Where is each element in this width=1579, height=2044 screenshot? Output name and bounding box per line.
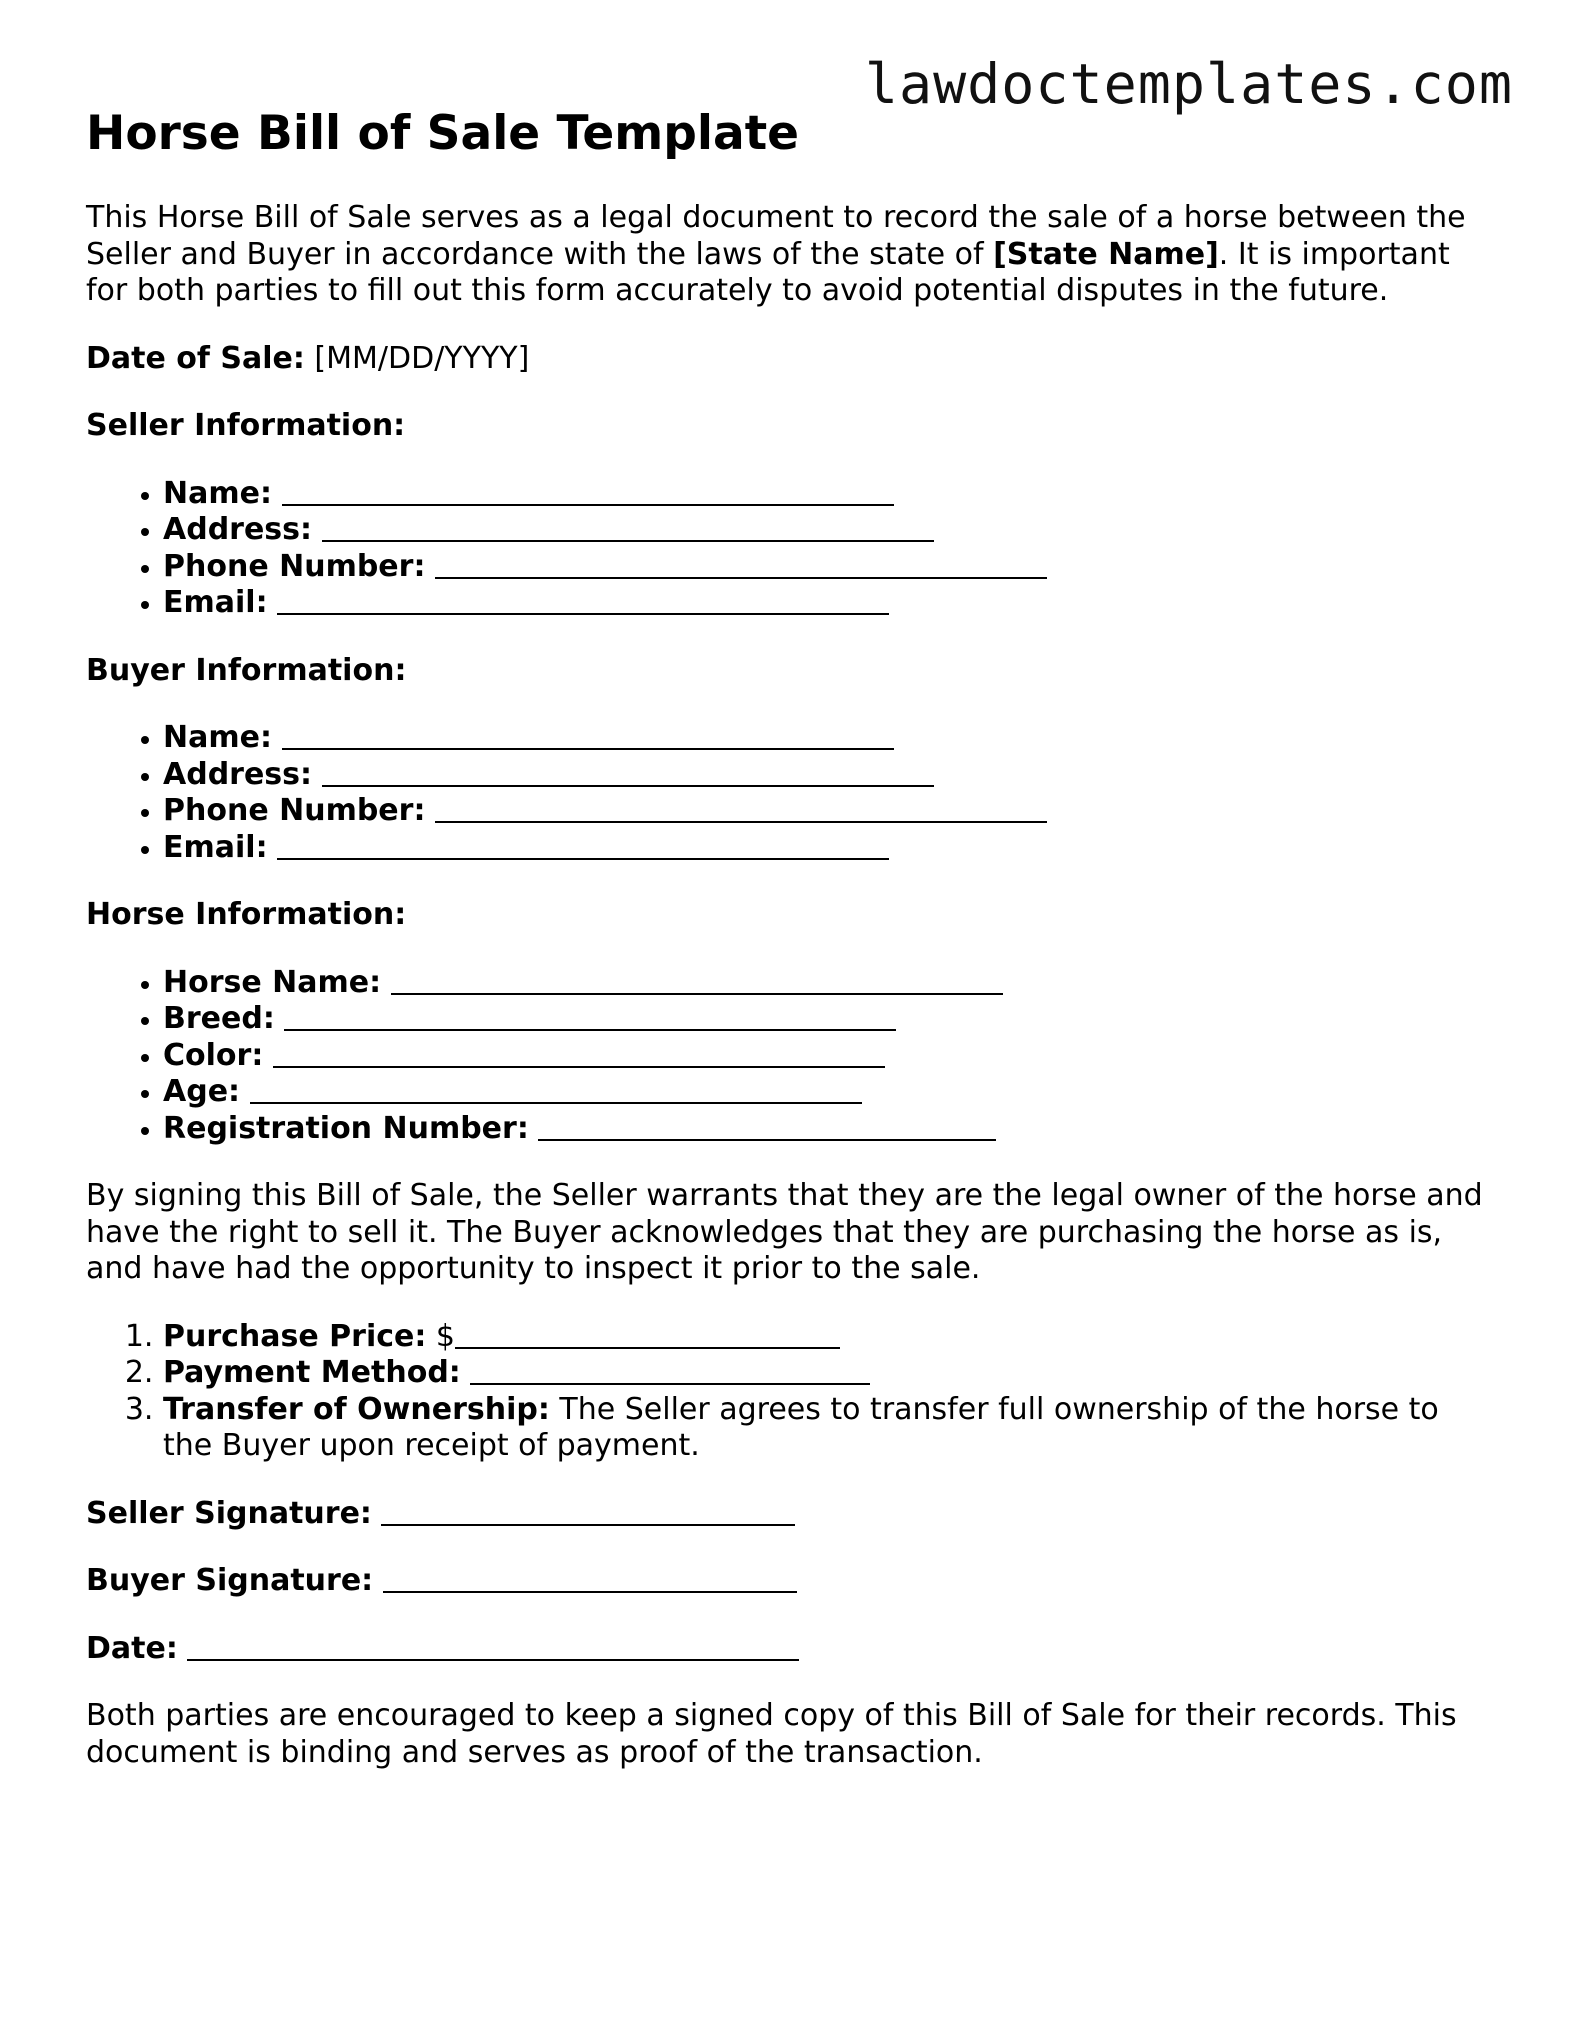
horse-info-heading: Horse Information: — [86, 897, 407, 932]
buyer-email-label: Email: — [163, 829, 268, 865]
list-item — [163, 512, 1496, 549]
horse-breed-label: Breed: — [163, 1001, 275, 1036]
horse-age-label: Age: — [163, 1074, 241, 1109]
buyer-address-label: Address: — [163, 756, 313, 792]
buyer-phone-label: Phone Number: — [163, 793, 426, 828]
list-item — [163, 830, 1496, 867]
seller-info-heading: Seller Information: — [86, 408, 406, 443]
list-item — [163, 793, 1496, 830]
list-item — [163, 476, 1496, 513]
list-item — [163, 549, 1496, 586]
document-title: Horse Bill of Sale Template — [86, 106, 800, 161]
date-of-sale-label: Date of Sale: — [86, 340, 305, 376]
buyer-name-label: Name: — [163, 720, 272, 755]
intro-text-1: This Horse Bill of Sale serves as a legal document to record the sale of a horse between the Seller and Buyer in accordance with the laws of the state of — [86, 200, 1466, 272]
horse-registration-blank[interactable] — [538, 1111, 996, 1141]
purchase-price-currency: $ — [426, 1318, 455, 1354]
seller-name-label: Name: — [163, 475, 272, 511]
horse-name-blank[interactable] — [391, 965, 1003, 995]
buyer-phone-blank[interactable] — [435, 793, 1047, 823]
list-item — [163, 1074, 1496, 1111]
buyer-email-blank[interactable] — [277, 830, 889, 860]
buyer-info-heading: Buyer Information: — [86, 652, 407, 688]
seller-email-label: Email: — [163, 585, 268, 620]
buyer-signature-blank[interactable] — [383, 1563, 797, 1593]
terms-list — [86, 1319, 1496, 1465]
payment-method-blank[interactable] — [470, 1355, 870, 1385]
site-watermark: lawdoctemplates.com — [864, 52, 1513, 116]
horse-info-list — [86, 965, 1496, 1148]
horse-registration-label: Registration Number: — [163, 1110, 529, 1146]
purchase-price-label: Purchase Price: — [163, 1318, 427, 1354]
buyer-signature-label: Buyer Signature: — [86, 1563, 374, 1598]
seller-signature-label: Seller Signature: — [86, 1495, 372, 1531]
seller-address-label: Address: — [163, 512, 313, 547]
horse-breed-blank[interactable] — [284, 1001, 896, 1031]
list-item — [163, 965, 1496, 1002]
intro-paragraph — [86, 200, 1496, 310]
transfer-ownership-label: Transfer of Ownership: — [163, 1391, 550, 1427]
seller-name-blank[interactable] — [282, 476, 894, 506]
buyer-info-list — [86, 720, 1496, 866]
list-item — [163, 585, 1496, 622]
seller-signature-line — [86, 1496, 1496, 1533]
list-item — [163, 1111, 1496, 1148]
seller-email-blank[interactable] — [277, 585, 889, 615]
list-item — [163, 1001, 1496, 1038]
warranty-paragraph: By signing this Bill of Sale, the Seller warrants that they are the legal owner of the horse and have the right to sell it. The Buyer acknowledges that they are purchasing the horse as is, and have had the opportunity to inspect it prior to the sale. — [86, 1178, 1483, 1286]
horse-name-label: Horse Name: — [163, 964, 382, 1000]
date-of-sale-line — [86, 341, 1496, 378]
horse-color-blank[interactable] — [273, 1038, 885, 1068]
seller-address-blank[interactable] — [322, 512, 934, 542]
transfer-ownership-text: The Seller agrees to transfer full ownership of the horse to the Buyer upon receipt of payment. — [163, 1391, 1439, 1463]
signature-date-blank[interactable] — [187, 1631, 799, 1661]
list-item — [163, 1319, 1496, 1356]
list-item — [163, 1355, 1496, 1392]
payment-method-label: Payment Method: — [163, 1355, 461, 1390]
document-page — [86, 100, 1496, 1771]
list-item — [163, 720, 1496, 757]
seller-info-list — [86, 476, 1496, 622]
seller-phone-label: Phone Number: — [163, 548, 426, 584]
buyer-name-blank[interactable] — [282, 720, 894, 750]
state-name-placeholder: [State Name] — [993, 236, 1219, 272]
horse-age-blank[interactable] — [250, 1074, 862, 1104]
seller-signature-blank[interactable] — [381, 1496, 795, 1526]
closing-paragraph: Both parties are encouraged to keep a signed copy of this Bill of Sale for their records. This document is binding and serves as proof of the transaction. — [86, 1698, 1457, 1770]
list-item — [163, 1038, 1496, 1075]
list-item — [163, 1392, 1496, 1465]
date-of-sale-value: [MM/DD/YYYY] — [304, 340, 530, 376]
signature-date-label: Date: — [86, 1630, 178, 1666]
list-item — [163, 757, 1496, 794]
buyer-signature-line — [86, 1563, 1496, 1600]
intro-text-2: . It is important for both parties to fill out this form accurately to avoid potential disputes in the future. — [86, 236, 1450, 308]
horse-color-label: Color: — [163, 1037, 264, 1073]
purchase-price-blank[interactable] — [455, 1319, 840, 1349]
seller-phone-blank[interactable] — [435, 549, 1047, 579]
signature-date-line — [86, 1631, 1496, 1668]
buyer-address-blank[interactable] — [322, 757, 934, 787]
